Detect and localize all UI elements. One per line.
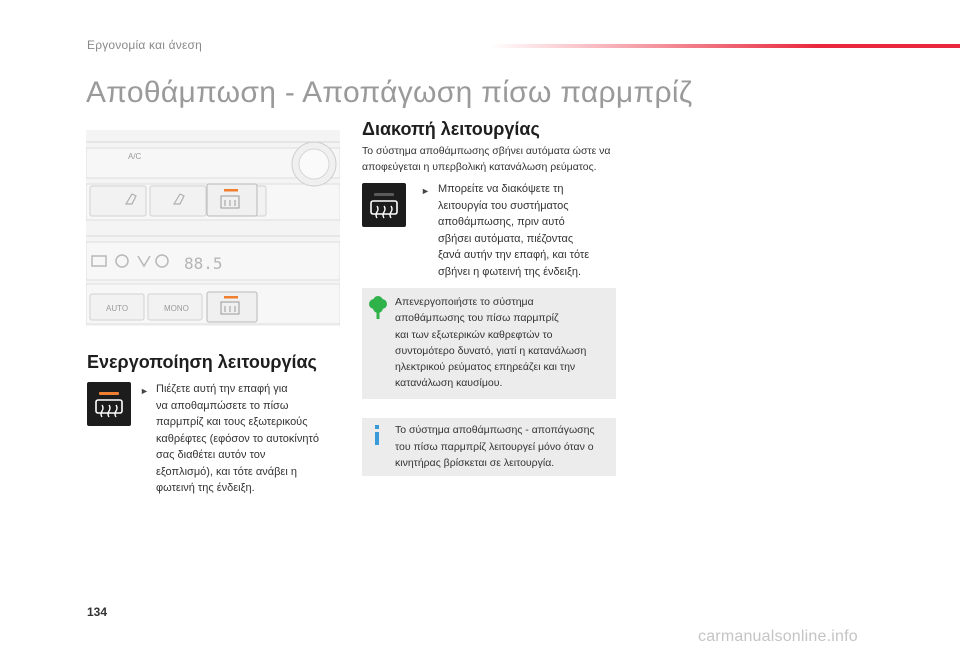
eco-note-line: ηλεκτρικού ρεύματος επηρεάζει και την — [395, 361, 576, 374]
activation-line: καθρέφτες (εφόσον το αυτοκίνητό — [156, 432, 319, 445]
page-number: 134 — [87, 605, 108, 619]
header-accent-bar — [490, 44, 960, 48]
deactivation-intro-line: αποφεύγεται η υπερβολική κατανάλωση ρεύματος. — [362, 161, 597, 173]
activation-heading: Ενεργοποίηση λειτουργίας — [87, 352, 317, 372]
page-title: Αποθάμπωση - Αποπάγωση πίσω παρμπρίζ — [86, 76, 693, 109]
watermark: carmanualsonline.info — [698, 628, 858, 645]
info-icon — [372, 425, 382, 445]
rear-defrost-icon — [370, 200, 398, 220]
bullet-icon: ► — [140, 386, 149, 396]
deactivation-intro — [362, 143, 622, 175]
info-note-text — [395, 422, 615, 472]
info-note-line: κινητήρας βρίσκεται σε λειτουργία. — [395, 457, 555, 469]
bullet-icon: ► — [421, 186, 430, 196]
activation-text — [156, 381, 346, 497]
info-note-line: του πίσω παρμπρίζ λειτουργεί μόνο όταν ο — [395, 440, 594, 453]
deactivation-intro-line: Το σύστημα αποθάμπωσης σβήνει αυτόματα ώστε να — [362, 145, 611, 157]
rear-defrost-button-icon-off — [362, 183, 406, 227]
activation-line: σας διαθέτει αυτόν τον — [156, 449, 266, 461]
section-label: Εργονομία και άνεση — [87, 38, 202, 52]
deactivation-text — [438, 181, 618, 280]
eco-note-line: και των εξωτερικών καθρεφτών το — [395, 328, 553, 341]
indicator-light-icon — [99, 392, 119, 395]
panel-display: 88.5 — [184, 254, 223, 273]
eco-note-line: Απενεργοποιήστε το σύστημα — [395, 296, 534, 308]
deactivation-line: Μπορείτε να διακόψετε τη — [438, 183, 564, 195]
tree-icon — [368, 296, 388, 320]
eco-note-line: συντομότερο δυνατό, γιατί η κατανάλωση — [395, 344, 587, 357]
activation-line: να αποθαμπώσετε το πίσω — [156, 399, 289, 412]
climate-panel-illustration — [86, 130, 340, 326]
deactivation-line: αποθάμπωσης, πριν αυτό — [438, 216, 565, 228]
panel-label-mono: MONO — [164, 304, 189, 313]
activation-line: Πιέζετε αυτή την επαφή για — [156, 383, 288, 395]
activation-line: εξοπλισμό), και τότε ανάβει η — [156, 465, 297, 478]
panel-label-ac: A/C — [128, 152, 142, 161]
eco-note-line: αποθάμπωσης του πίσω παρμπρίζ — [395, 312, 559, 325]
panel-label-auto: AUTO — [106, 304, 129, 313]
deactivation-line: λειτουργία του συστήματος — [438, 199, 569, 212]
deactivation-line: ξανά αυτήν την επαφή, και τότε — [438, 249, 590, 261]
activation-line: φωτεινή της ένδειξη. — [156, 482, 255, 494]
eco-note-box — [362, 288, 616, 399]
eco-note-text — [395, 294, 615, 392]
info-note-box — [362, 418, 616, 476]
indicator-light-off-icon — [374, 193, 394, 196]
deactivation-line: σβήνει η φωτεινή της ένδειξη. — [438, 265, 582, 278]
climate-panel-drawing — [86, 130, 340, 326]
info-note-line: Το σύστημα αποθάμπωσης - αποπάγωσης — [395, 424, 595, 436]
eco-note-line: κατανάλωση καυσίμου. — [395, 377, 503, 390]
rear-defrost-button-icon — [87, 382, 131, 426]
activation-line: παρμπρίζ και τους εξωτερικούς — [156, 416, 308, 428]
rear-defrost-icon — [95, 399, 123, 419]
deactivation-line: σβήσει αυτόματα, πιέζοντας — [438, 232, 574, 245]
deactivation-heading: Διακοπή λειτουργίας — [362, 119, 540, 139]
